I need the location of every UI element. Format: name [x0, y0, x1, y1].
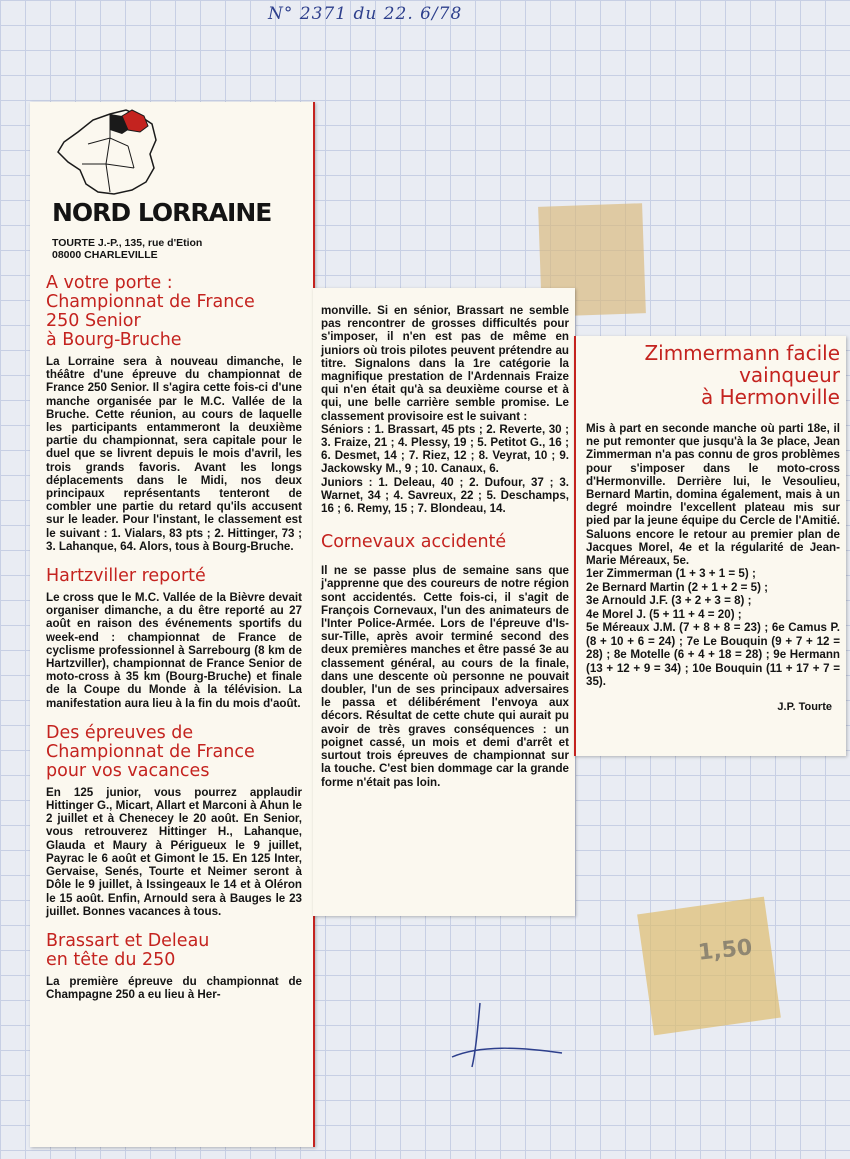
- article-bourg-bruche: [46, 274, 302, 553]
- author-signature: J.P. Tourte: [777, 700, 832, 713]
- article-headline: Cornevaux accidenté: [321, 532, 507, 553]
- article-body: Mis à part en seconde manche où parti 18e, il ne put remonter que jusqu'à la 3e place, Jean Zimmerman n'a pas connu de gros problèmes pour s'imposer dans le moto-cross d'Hermonville. Derrière lui, le Vesoulieu, Bernard Martin, domina également, mais à un degré moindre l'excellent plateau mis sur pied par la jeune équipe du Cercle de l'Amitié. Saluons encore le retour au premier plan de Jacques Morel, 4e et la régularité de Jean-Marie Méreaux, 5e.: [586, 422, 840, 568]
- author-line: TOURTE J.-P., 135, rue d'Etion: [52, 237, 203, 249]
- handwritten-reference-note: N° 2371 du 22. 6/78: [268, 4, 463, 24]
- clipping-hermonville: [574, 336, 846, 756]
- result-line: 2e Bernard Martin (2 + 1 + 2 = 5) ;: [586, 580, 769, 594]
- headline-line: A votre porte :: [46, 273, 173, 293]
- headline-line: à Bourg-Bruche: [46, 330, 182, 350]
- france-map-icon: [48, 102, 168, 202]
- clip1-articles: [46, 274, 302, 1015]
- article-body: Le cross que le M.C. Vallée de la Bièvre devait organiser dimanche, a du être reporté au 27 août en raison des événements sportifs du week-end : championnat de France de cyclisme professionnel à Sarrebourg (8 km de Hartzviller), championnat de France Senior de moto-cross à 35 km (Bourg-Bruche) et finale de la Coupe du Monde à la télévision. La manifestation aura lieu à la fin du mois d'août.: [46, 591, 302, 710]
- ink-mark-icon: [450, 995, 570, 1085]
- result-line: 1er Zimmerman (1 + 3 + 1 = 5) ;: [586, 567, 756, 581]
- headline-line: Des épreuves de: [46, 722, 194, 743]
- article-brassart-deleau: [46, 932, 302, 1001]
- faded-stamp: 1,50: [696, 935, 754, 966]
- result-line: 5e Méreaux J.M. (7 + 8 + 8 = 23) ; 6e Camus P. (8 + 10 + 6 = 24) ; 7e Le Bouquin (9 + 7 + 12 = 28) ; 8e Motelle (6 + 4 + 18 = 28) ; 9e Hermann (13 + 12 + 9 = 34) ; 10e Bouquin (11 + 17 + 7 = 35).: [586, 621, 840, 689]
- headline-line: à Hermonville: [700, 385, 840, 409]
- article-headline: [46, 932, 302, 970]
- result-line: 4e Morel J. (5 + 11 + 4 = 20) ;: [586, 607, 742, 621]
- article-headline: [586, 342, 840, 408]
- author-city: 08000 CHARLEVILLE: [52, 249, 158, 261]
- headline-line: pour vos vacances: [46, 760, 210, 781]
- headline-line: Hartzviller reporté: [46, 566, 206, 587]
- headline-line: Zimmermann facile: [644, 341, 840, 365]
- results-list: [586, 567, 840, 689]
- article-body: En 125 junior, vous pourrez applaudir Hittinger G., Micart, Allart et Marconi à Ahun le 2 juillet et à Chenecey le 20 août. En Senior, vous retrouverez Hittinger H., Lahanque, Glauda et Maury à Périgueux le 9 juillet, Payrac le 6 août et Gimont le 15. En 125 Inter, Gervaise, Senés, Tourte et Neimer seront à Dôle le 9 juillet, à Issingeaux le 14 et à Oléron le 15 août. Enfin, Arnould sera à Bauges le 23 juillet. Bonnes vacances à tous.: [46, 785, 302, 918]
- article-hartzviller: [46, 567, 302, 710]
- headline-line: vainqueur: [739, 363, 840, 387]
- headline-line: 250 Senior: [46, 311, 141, 331]
- juniors-standings: Juniors : 1. Deleau, 40 ; 2. Dufour, 37 ; 3. Warnet, 34 ; 4. Savreux, 22 ; 5. Deschamps, 16 ; 6. Remy, 15 ; 7. Blondeau, 14.: [321, 475, 569, 516]
- article-headline: [46, 567, 302, 586]
- article-vacances: [46, 724, 302, 918]
- clipping-continuation: [313, 288, 575, 916]
- article-headline: [46, 274, 302, 350]
- article-body: Il ne se passe plus de semaine sans que j'apprenne que des coureurs de notre région sont accidentés. Cette fois-ci, il s'agit de François Cornevaux, l'un des animateurs de l'Inter Police-Armée. Lors de l'épreuve d'Is-sur-Tille, après avoir terminé second des deux premières manches et être passé 3e au classement général, au cours de la finale, dans une descente où personne ne pouvait doubler, l'un de ses principaux adversaires le passa et délibérément l'envoya aux décors. Résultat de cette chute qui aurait pu avoir de très graves conséquences : un poignet cassé, un mois et demi d'arrêt et surtout trois épreuves de championnat sur la touche. C'est bien dommage car la grande forme n'était pas loin.: [321, 564, 569, 789]
- headline-line: Brassart et Deleau: [46, 930, 210, 951]
- author-address: [52, 237, 202, 261]
- article-headline: [46, 724, 302, 781]
- headline-line: Championnat de France: [46, 741, 255, 762]
- clipping-nord-lorraine: [30, 102, 315, 1147]
- continuation-text: monville. Si en sénior, Brassart ne semble pas rencontrer de grosses difficultés pour s'imposer, il n'en est pas de même en juniors où trois pilotes peuvent prétendre au titre. Signalons dans la 1re catégorie la magnifique prestation de l'Ardennais Fraize qui n'en était qu'à sa deuxième course et à qui, une belle carrière semble promise. Le classement provisoire est le suivant :: [321, 304, 569, 423]
- seniors-standings: Séniors : 1. Brassart, 45 pts ; 2. Reverte, 30 ; 3. Fraize, 21 ; 4. Plessy, 19 ; 5. Petitot G., 16 ; 6. Desmet, 14 ; 7. Riez, 12 ; 8. Veyrat, 10 ; 9. Jackowsky M., 9 ; 10. Canaux, 6.: [321, 422, 569, 476]
- headline-line: en tête du 250: [46, 949, 176, 970]
- region-title: NORD LORRAINE: [52, 198, 272, 227]
- adhesive-tape: [637, 897, 781, 1036]
- result-line: 3e Arnould J.F. (3 + 2 + 3 = 8) ;: [586, 594, 752, 608]
- headline-line: Championnat de France: [46, 292, 255, 312]
- article-body: La Lorraine sera à nouveau dimanche, le théâtre d'une épreuve du championnat de France 250 Senior. Il s'agira cette fois-ci d'une manche organisée par le M.C. Vallée de la Bruche. Cette réunion, au cours de laquelle les participants entammeront la deuxième partie du championnat, sera capitale pour le duel que se livrent depuis le mois d'avril, les trois grands favoris. Avant les longs déplacements dans le Midi, nos deux principaux représentants tenteront de combler une partie du retard qu'ils accusent sur le leader. Pour l'instant, le classement est le suivant : 1. Vialars, 83 pts ; 2. Hittinger, 73 ; 3. Lahanque, 64. Alors, tous à Bourg-Bruche.: [46, 355, 302, 553]
- article-body: La première épreuve du championnat de Champagne 250 a eu lieu à Her-: [46, 974, 302, 1002]
